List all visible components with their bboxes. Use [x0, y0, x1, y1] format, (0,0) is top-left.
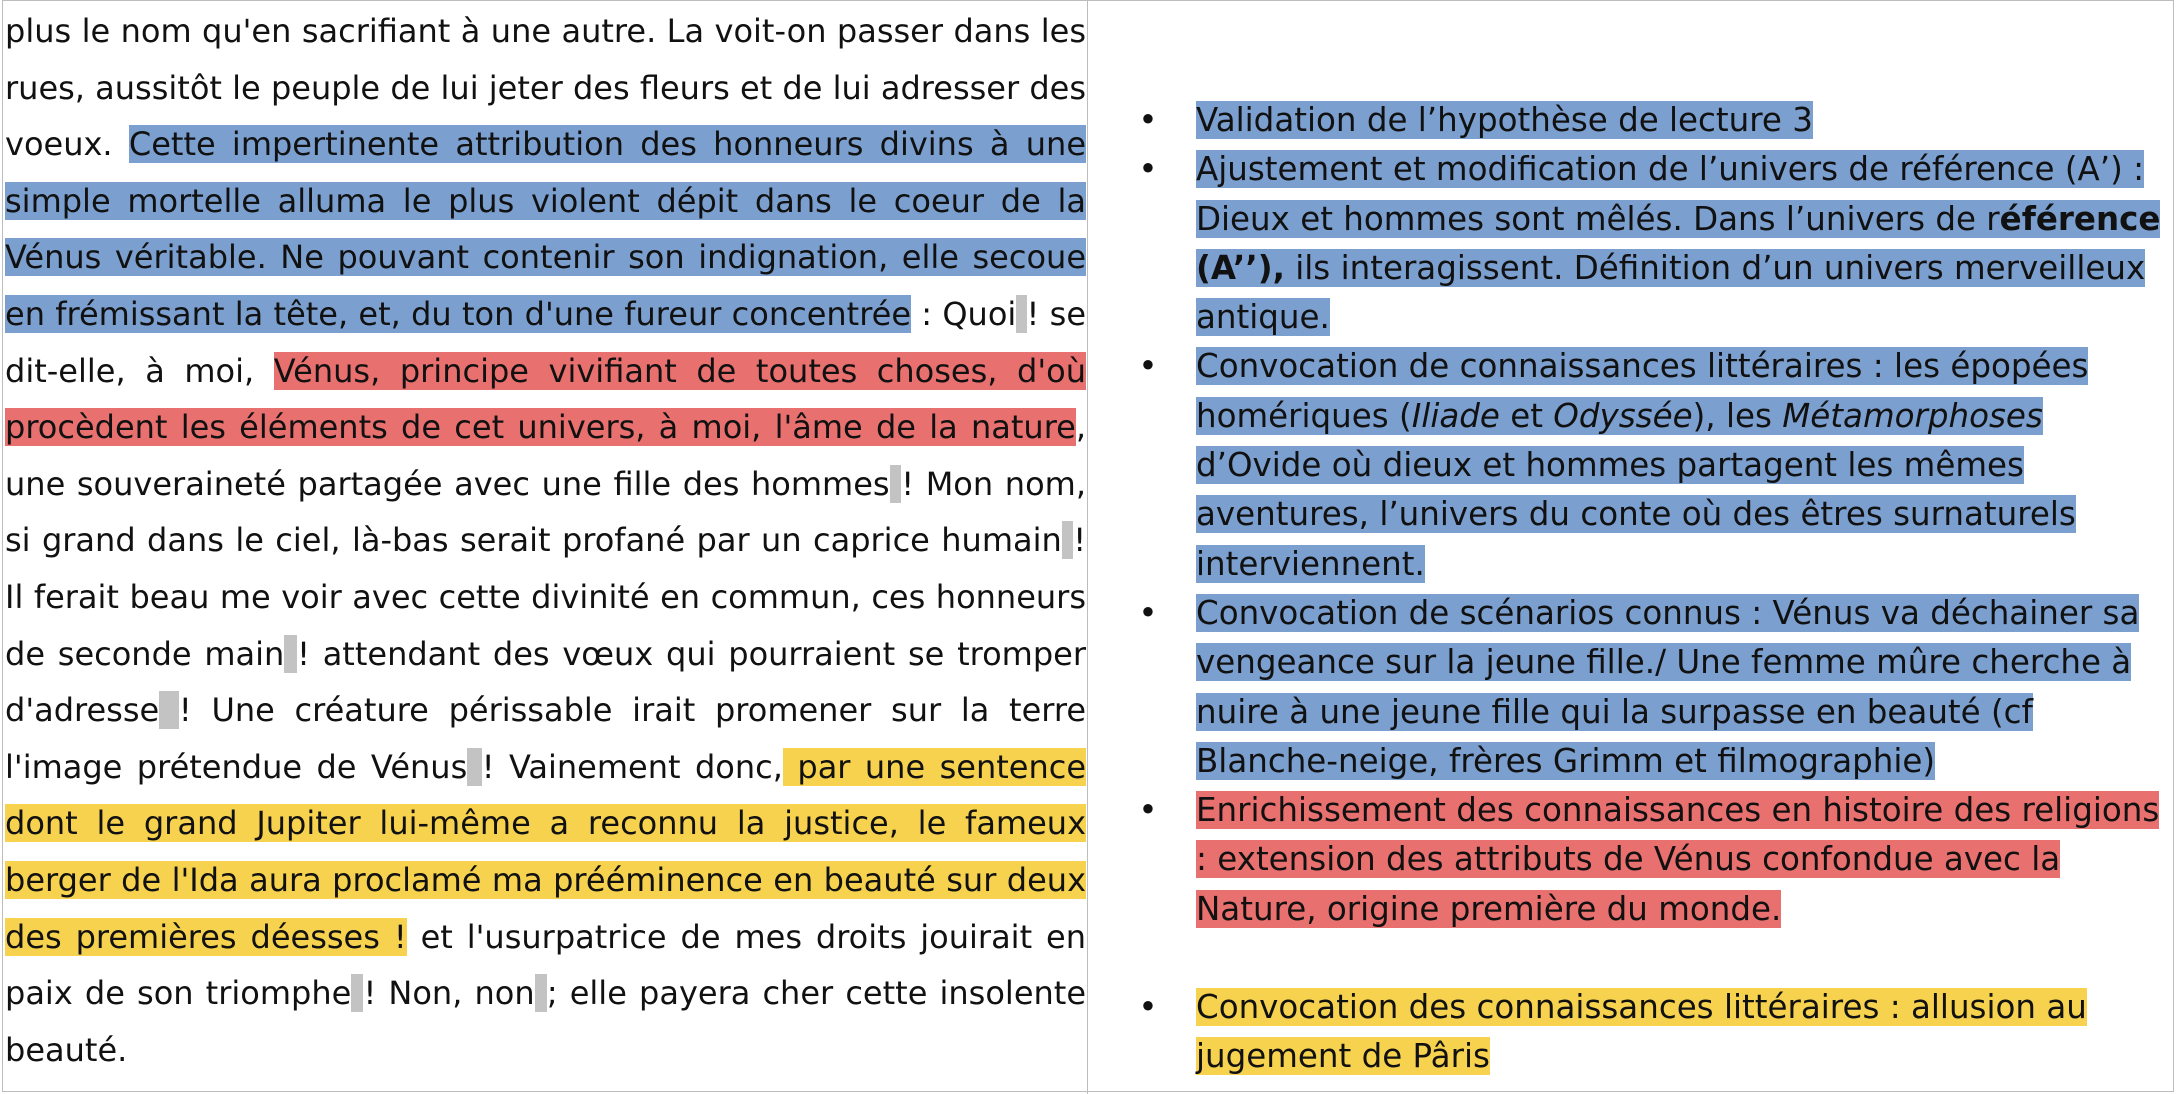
- bullet-text-part: ), les: [1692, 396, 1783, 435]
- bullet-icon: •: [1138, 347, 1158, 386]
- highlight-red: Vénus, principe vivifiant de toutes choses, d'où procèdent les éléments de cet univers, à moi, l'âme de la nature: [5, 351, 1087, 447]
- highlight-gray: [467, 748, 481, 786]
- bullet-text: [1196, 347, 2088, 582]
- text-plain: ! Vainement donc,: [481, 747, 783, 786]
- highlight-gray: [535, 974, 547, 1012]
- highlight-yellow: !: [393, 917, 407, 956]
- highlight-yellow: par une sentence dont le grand Jupiter lui-même a reconnu la justice, le fameux berger de l'Ida aura proclamé ma prééminence en beauté sur deux des premières déesses: [5, 747, 1087, 956]
- text-plain: , une souveraineté partagée avec une fille des hommes: [5, 408, 1086, 503]
- bullet-item: [1136, 983, 2176, 1082]
- text-plain: ! se dit-elle, à moi,: [5, 294, 1086, 390]
- bullet-item: [1136, 96, 2176, 145]
- bullet-icon: •: [1138, 150, 1158, 189]
- bullet-text-part: ils interagissent. Définition d’un univers merveilleux antique.: [1196, 248, 2146, 337]
- text-plain: ! Une créature périssable irait promener sur la terre l'image prétendue de Vénus: [5, 691, 1087, 786]
- highlight-gray: [351, 974, 363, 1012]
- highlight-gray: [284, 635, 297, 673]
- bullet-icon: •: [1138, 791, 1158, 830]
- text-plain: ! Non, non: [363, 974, 535, 1013]
- text-plain: ! attendant des vœux qui pourraient se tromper d'adresse: [5, 634, 1087, 730]
- highlight-gray: [1016, 295, 1026, 333]
- text-plain: : Quoi: [911, 294, 1017, 333]
- bullet-item: [1136, 786, 2176, 934]
- bullet-icon: •: [1138, 593, 1158, 632]
- text-plain: ; elle payera cher cette insolente beauté.: [5, 974, 1087, 1069]
- bullet-text-italic: Métamorphoses: [1782, 396, 2043, 435]
- highlight-blue: Cette impertinente attribution des honneurs divins à une simple mortelle alluma le plus violent dépit dans le coeur de la Vénus véritable. Ne pouvant contenir son indignation, elle secoue en frémissant la tête, et, du ton d'une fureur concentrée: [5, 125, 1087, 333]
- bullet-text: Convocation de scénarios connus : Vénus va déchainer sa vengeance sur la jeune fille./ Une femme mûre cherche à nuire à une jeune fille qui la surpasse en beauté (cf Blanche-neige, frères Grimm et filmographie): [1196, 593, 2140, 780]
- source-text-passage: [5, 3, 1086, 1078]
- bullet-icon: •: [1138, 988, 1158, 1027]
- bullet-text-part: d’Ovide où dieux et hommes partagent les mêmes aventures, l’univers du conte où des êtres surnaturels interviennent.: [1196, 446, 2076, 583]
- highlight-gray: [159, 691, 179, 729]
- bullet-text-italic: Iliade: [1411, 396, 1500, 435]
- bullet-item: [1136, 342, 2176, 588]
- bullet-text-bold: éférence (A’’),: [1196, 199, 2161, 287]
- bullet-text: Convocation des connaissances littéraires : allusion au jugement de Pâris: [1196, 988, 2087, 1076]
- text-plain: ! Mon nom, si grand dans le ciel, là-bas serait profané par un caprice humain: [5, 464, 1087, 560]
- text-plain: et l'usurpatrice de mes droits jouirait en paix de son triomphe: [5, 917, 1087, 1013]
- analysis-column: [1136, 96, 2176, 1082]
- analysis-bullet-list: [1136, 96, 2176, 1082]
- text-plain: plus le nom qu'en sacrifiant à une autre. La voit-on passer dans les rues, aussitôt le peuple de lui jeter des fleurs et de lui adresser des voeux.: [5, 12, 1086, 164]
- bullet-text-part: Convocation de connaissances littéraires : les épopées homériques (: [1196, 347, 2089, 435]
- highlight-gray: [1062, 521, 1073, 559]
- bullet-text: [1196, 150, 2160, 336]
- column-divider: [1087, 0, 1088, 1094]
- bullet-text: Validation de l’hypothèse de lecture 3: [1196, 101, 1813, 139]
- bullet-text-italic: Odyssée: [1553, 396, 1693, 435]
- bullet-text-part: Ajustement et modification de l’univers de référence (A’) : Dieux et hommes sont mêlés. Dans l’univers de r: [1196, 150, 2145, 238]
- bullet-item: [1136, 145, 2176, 342]
- text-plain: ! Il ferait beau me voir avec cette divinité en commun, ces honneurs de seconde main: [5, 521, 1087, 673]
- bullet-text-part: et: [1499, 396, 1554, 435]
- bullet-item: [1136, 589, 2176, 786]
- highlight-gray: [890, 465, 902, 503]
- bullet-icon: •: [1138, 101, 1158, 139]
- bullet-text: Enrichissement des connaissances en histoire des religions : extension des attributs de Vénus confondue avec la Nature, origine première du monde.: [1196, 791, 2160, 928]
